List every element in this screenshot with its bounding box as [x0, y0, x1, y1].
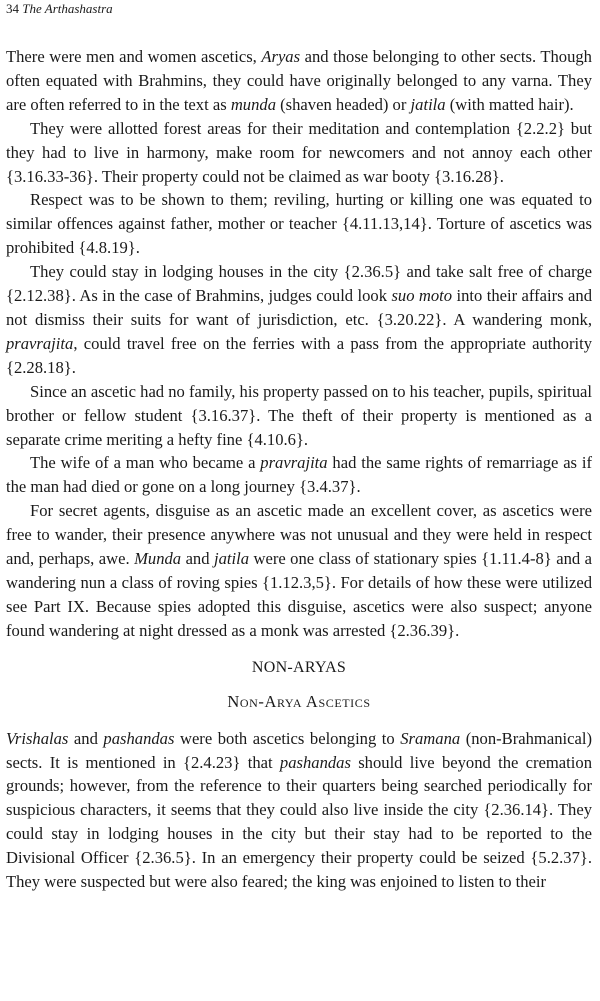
italic-term: suo moto — [391, 286, 453, 306]
section-heading: NON-ARYAS — [251, 658, 347, 676]
text-run: into their affairs and not dismiss their suits for want of jurisdiction, etc. {3.20.22}. A wandering monk, — [6, 286, 592, 329]
text-run: They could stay in lodging houses in the city {2.36.5} and take salt free of charge {2.12.38}. As in the case of Brahmins, judges could look — [6, 262, 592, 306]
italic-term: jatila — [213, 549, 250, 569]
text-run: should live beyond the cremation grounds; however, from the reference to their quarters being searched periodically for suspicious characters, it seems that they could also live inside the city {2.36.14}. They could stay in lodging houses in the city but their stay had to be reported to the Divisional Officer {2.36.5}. In an emergency their property could be seized {5.2.37}. They were suspected but were also feared; the king was enjoined to listen to their — [6, 752, 592, 892]
paragraph — [6, 727, 592, 894]
text-run: There were men and women ascetics, — [6, 47, 262, 66]
italic-term: munda — [230, 94, 276, 114]
text-run: (with matted hair). — [445, 94, 574, 114]
italic-term: jatila — [410, 94, 446, 114]
body-text — [6, 45, 592, 894]
book-title: The Arthashastra — [22, 1, 113, 16]
paragraph — [6, 499, 592, 642]
text-run: were both ascetics belonging to — [174, 728, 401, 748]
text-run: and those belonging to other sects. Though often equated with Brahmins, they could have originally belonged to any varna. They are often referred to in the text as — [6, 47, 592, 114]
italic-term: pashandas — [279, 752, 351, 772]
italic-term: pravrajita — [6, 333, 74, 353]
italic-term: Sramana — [400, 728, 461, 748]
paragraph — [6, 45, 592, 117]
page-number: 34 — [6, 1, 19, 16]
paragraph — [6, 260, 592, 380]
subsection-heading: Non-Arya Ascetics — [227, 691, 371, 711]
italic-term: Vrishalas — [6, 728, 69, 748]
text-run: Respect was to be shown to them; reviling, hurting or killing one was equated to similar offences against father, mother or teacher {4.11.13,14}. Torture of ascetics was prohibited {4.8.19}. — [6, 190, 592, 258]
text-run: (non-Brahmanical) sects. It is mentioned in {2.4.23} that — [6, 728, 592, 772]
italic-term: Aryas — [261, 47, 301, 66]
text-run: Since an ascetic had no family, his property passed on to his teacher, pupils, spiritual brother or fellow student {3.16.37}. The theft of their property is mentioned as a separate crime meriting a hefty fine {4.10.6}. — [6, 381, 592, 449]
text-run: (shaven headed) or — [276, 94, 411, 114]
running-head — [6, 0, 592, 45]
text-run: were one class of stationary spies {1.11.4-8} and a wandering nun a class of roving spies {1.12.3,5}. For details of how these were utilized see Part IX. Because spies adopted this disguise, ascetics were also suspect; anyone found wandering at night dressed as a monk was arrested {2.36.39}. — [6, 549, 592, 640]
text-run: The wife of a man who became a — [30, 453, 261, 473]
text-run: They were allotted forest areas for their meditation and contemplation {2.2.2} but they had to live in harmony, make room for newcomers and not annoy each other {3.16.33-36}. Their property could not be claimed as war booty {3.16.28}. — [6, 118, 592, 186]
paragraph — [6, 188, 592, 260]
section-ascetics — [6, 45, 592, 643]
paragraph — [6, 117, 592, 189]
text-run: had the same rights of remarriage as if the man had died or gone on a long journey {3.4.37}. — [6, 453, 592, 497]
text-run: and — [68, 728, 104, 748]
section-non-arya-ascetics — [6, 727, 592, 894]
italic-term: pashandas — [103, 728, 175, 748]
text-run: and — [181, 549, 214, 569]
italic-term: pravrajita — [260, 453, 328, 473]
text-run: , could travel free on the ferries with a pass from the appropriate authority {2.28.18}. — [6, 333, 592, 377]
italic-term: Munda — [134, 549, 182, 569]
paragraph — [6, 380, 592, 452]
paragraph — [6, 451, 592, 499]
text-run: For secret agents, disguise as an ascetic made an excellent cover, as ascetics were free to wander, their presence anywhere was not unusual and they were held in respect and, perhaps, awe. — [6, 501, 592, 569]
